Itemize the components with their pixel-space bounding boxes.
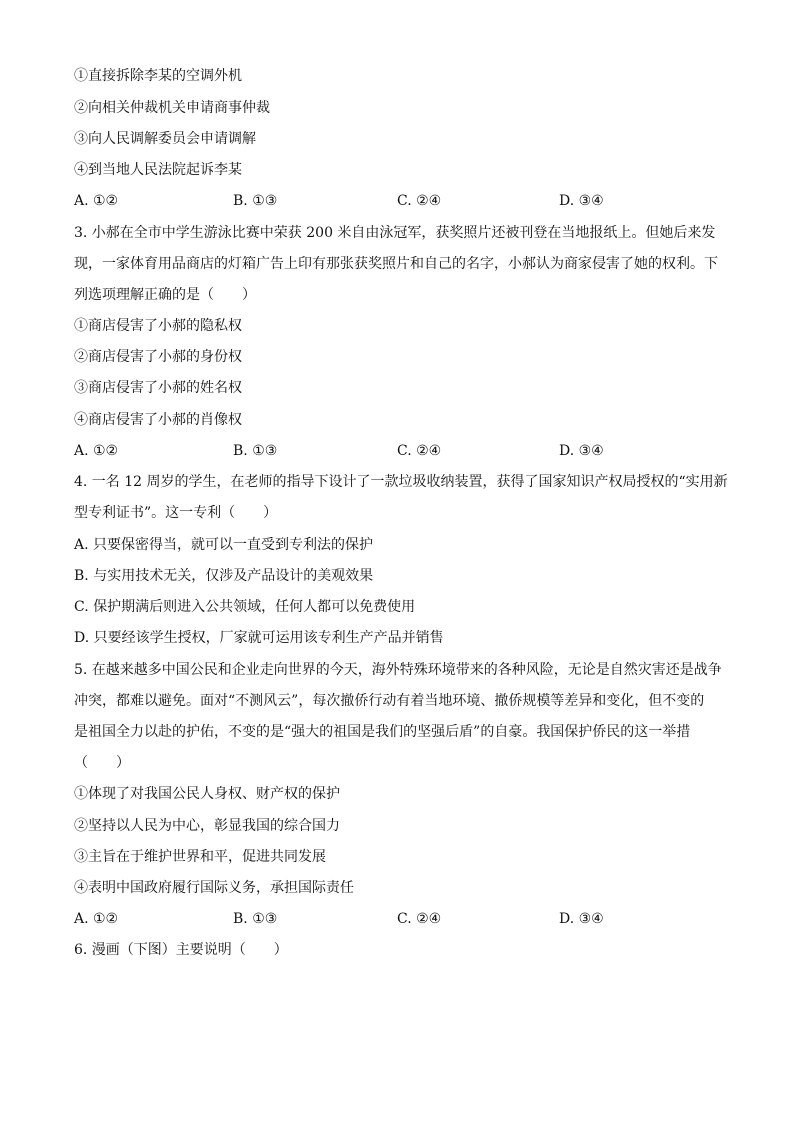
q5-item-4: ④表明中国政府履行国际义务，承担国际责任 bbox=[74, 880, 354, 896]
q3-option-d: D. ③④ bbox=[559, 443, 604, 459]
q4-choice-b: B. 与实用技术无关，仅涉及产品设计的美观效果 bbox=[74, 568, 374, 584]
q2-item-2: ②向相关仲裁机关申请商事仲裁 bbox=[74, 100, 270, 116]
q3-stem-line-1: 3. 小郝在全市中学生游泳比赛中荣获 200 米自由泳冠军，获奖照片还被刊登在当地报纸上。但她后来发 bbox=[74, 225, 716, 241]
q5-stem-line-1: 5. 在越来越多中国公民和企业走向世界的今天，海外特殊环境带来的各种风险，无论是自然灾害还是战争 bbox=[74, 662, 722, 678]
q2-item-4: ④到当地人民法院起诉李某 bbox=[74, 162, 242, 178]
q3-option-c: C. ②④ bbox=[397, 443, 442, 459]
q2-option-a: A. ①② bbox=[74, 193, 119, 209]
q4-choice-c: C. 保护期满后则进入公共领域，任何人都可以免费使用 bbox=[74, 599, 416, 615]
q5-stem-line-4: （ ） bbox=[74, 755, 130, 771]
q5-item-1: ①体现了对我国公民人身权、财产权的保护 bbox=[74, 786, 340, 802]
q5-option-d: D. ③④ bbox=[559, 911, 604, 927]
q2-options bbox=[74, 191, 734, 211]
q2-option-d: D. ③④ bbox=[559, 193, 604, 209]
q4-choice-a: A. 只要保密得当，就可以一直受到专利法的保护 bbox=[74, 537, 374, 553]
q3-option-a: A. ①② bbox=[74, 443, 119, 459]
q5-item-3: ③主旨在于维护世界和平，促进共同发展 bbox=[74, 849, 326, 865]
q6-stem: 6. 漫画（下图）主要说明（ ） bbox=[74, 942, 288, 958]
q5-option-a: A. ①② bbox=[74, 911, 119, 927]
q2-item-1: ①直接拆除李某的空调外机 bbox=[74, 68, 242, 84]
q5-stem-line-2: 冲突，都难以避免。面对“不测风云”，每次撤侨行动有着当地环境、撤侨规模等差异和变化，但不变的 bbox=[74, 693, 705, 709]
q3-item-1: ①商店侵害了小郝的隐私权 bbox=[74, 318, 242, 334]
q2-item-3: ③向人民调解委员会申请调解 bbox=[74, 131, 256, 147]
q4-stem-line-2: 型专利证书”。这一专利（ ） bbox=[74, 505, 278, 521]
q3-options bbox=[74, 441, 734, 461]
q2-option-c: C. ②④ bbox=[397, 193, 442, 209]
q5-stem-line-3: 是祖国全力以赴的护佑，不变的是“强大的祖国是我们的坚强后盾”的自豪。我国保护侨民的这一举措 bbox=[74, 724, 691, 740]
q4-choice-d: D. 只要经该学生授权，厂家就可运用该专利生产产品并销售 bbox=[74, 630, 444, 646]
q3-stem-line-3: 列选项理解正确的是（ ） bbox=[74, 287, 256, 303]
q5-option-b: B. ①③ bbox=[233, 911, 278, 927]
q5-option-c: C. ②④ bbox=[397, 911, 442, 927]
q2-option-b: B. ①③ bbox=[233, 193, 278, 209]
q3-stem-line-2: 现，一家体育用品商店的灯箱广告上印有那张获奖照片和自己的名字，小郝认为商家侵害了她的权利。下 bbox=[74, 256, 718, 272]
q3-item-4: ④商店侵害了小郝的肖像权 bbox=[74, 412, 242, 428]
q4-stem-line-1: 4. 一名 12 周岁的学生，在老师的指导下设计了一款垃圾收纳装置，获得了国家知识产权局授权的“实用新 bbox=[74, 474, 728, 490]
q3-option-b: B. ①③ bbox=[233, 443, 278, 459]
q5-item-2: ②坚持以人民为中心，彰显我国的综合国力 bbox=[74, 818, 340, 834]
q3-item-2: ②商店侵害了小郝的身份权 bbox=[74, 349, 242, 365]
q3-item-3: ③商店侵害了小郝的姓名权 bbox=[74, 380, 242, 396]
q5-options bbox=[74, 909, 734, 929]
